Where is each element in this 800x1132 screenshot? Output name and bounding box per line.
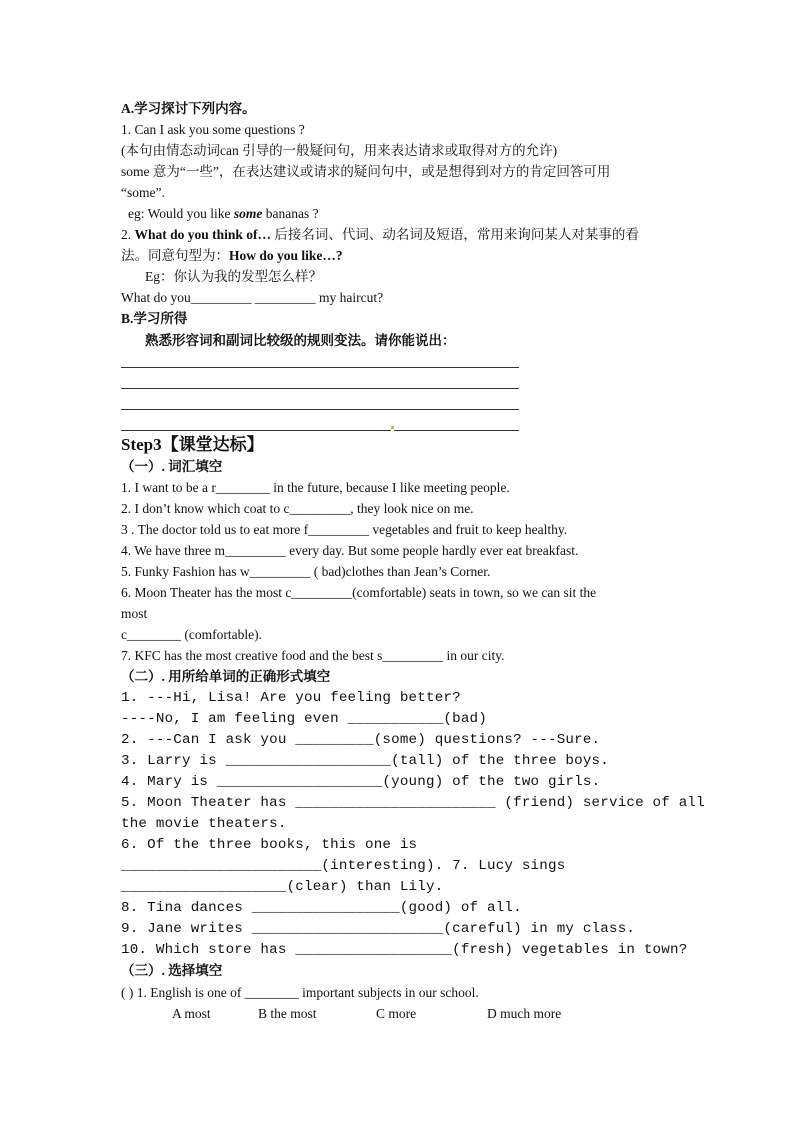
part2-line: 9. Jane writes ______________________(careful) in my class. <box>121 921 636 937</box>
question-2-line-2 <box>121 247 343 265</box>
example-some: some <box>233 206 263 221</box>
answer-line <box>121 388 519 389</box>
part2-line: 3. Larry is ___________________(tall) of the three boys. <box>121 753 609 769</box>
question-2-text: 后接名词、代词、动名词及短语，常用来询问某人对某事的看 <box>271 227 639 242</box>
part1-item: 2. I don’t know which coat to c_________, they look nice on me. <box>121 501 474 516</box>
part1-item: 5. Funky Fashion has w_________ ( bad)clothes than Jean’s Corner. <box>121 564 491 579</box>
part3-question-1: ( ) 1. English is one of ________ important subjects in our school. <box>121 985 479 1000</box>
part1-heading: （一）. 词汇填空 <box>121 459 223 474</box>
part1-item: 4. We have three m_________ every day. But some people hardly ever eat breakfast. <box>121 543 579 558</box>
section-b-heading: B.学习所得 <box>121 311 188 326</box>
part2-line: ___________________(clear) than Lily. <box>121 879 444 895</box>
example-pre: eg: Would you like <box>128 206 234 221</box>
part2-line: _______________________(interesting). 7. Lucy sings <box>121 858 566 874</box>
section-a-heading: A.学习探讨下列内容。 <box>121 101 256 116</box>
part2-line: 1. ---Hi, Lisa! Are you feeling better? <box>121 690 461 706</box>
part1-item: 7. KFC has the most creative food and the best s_________ in our city. <box>121 648 505 663</box>
stray-mark <box>391 426 394 429</box>
part3-heading: （三）. 选择填空 <box>121 963 223 978</box>
option-d: D much more <box>487 1006 562 1021</box>
question-2-line2-phrase: How do you like…? <box>229 248 343 263</box>
question-2-num: 2. <box>121 227 135 242</box>
answer-line <box>121 409 519 410</box>
part2-line: 2. ---Can I ask you _________(some) questions? ---Sure. <box>121 732 601 748</box>
part2-line: 5. Moon Theater has _______________________ (friend) service of all <box>121 795 705 811</box>
question-2-phrase: What do you think of… <box>134 227 272 242</box>
example-sentence <box>128 205 319 223</box>
part2-line: 4. Mary is ___________________(young) of the two girls. <box>121 774 601 790</box>
option-b: B the most <box>258 1006 317 1021</box>
question-1-note: (本句由情态动词can 引导的一般疑问句，用来表达请求或取得对方的允许) <box>121 143 558 158</box>
some-note-line-1: some 意为“一些”，在表达建议或请求的疑问句中，或是想得到对方的肯定回答可用 <box>121 164 611 179</box>
some-note-line-2: “some”. <box>121 185 165 200</box>
part1-item: most <box>121 606 148 621</box>
part2-line: 10. Which store has __________________(fresh) vegetables in town? <box>121 942 688 958</box>
option-c: C more <box>376 1006 417 1021</box>
part2-line: 8. Tina dances _________________(good) of all. <box>121 900 522 916</box>
part1-item: 1. I want to be a r________ in the future, because I like meeting people. <box>121 480 510 495</box>
question-1: 1. Can I ask you some questions ? <box>121 122 305 137</box>
example-post: bananas ? <box>262 206 319 221</box>
answer-line <box>121 430 391 431</box>
part2-heading: （二）. 用所给单词的正确形式填空 <box>121 669 331 684</box>
example-2-answer: What do you_________ _________ my haircut? <box>121 290 384 305</box>
option-a: A most <box>172 1006 211 1021</box>
part1-item: c________ (comfortable). <box>121 627 262 642</box>
part2-line: 6. Of the three books, this one is <box>121 837 418 853</box>
section-b-prompt: 熟悉形容词和副词比较级的规则变法。请你能说出： <box>145 333 456 348</box>
question-2 <box>121 226 639 244</box>
part1-item: 3 . The doctor told us to eat more f_________ vegetables and fruit to keep healthy. <box>121 522 568 537</box>
answer-line <box>121 367 519 368</box>
step3-heading: Step3【课堂达标】 <box>121 435 264 454</box>
part1-item: 6. Moon Theater has the most c_________(comfortable) seats in town, so we can sit the <box>121 585 597 600</box>
question-2-line2-pre: 法。同意句型为： <box>121 248 229 263</box>
example-2: Eg：你认为我的发型怎么样？ <box>145 269 322 284</box>
answer-line <box>394 430 519 431</box>
part2-line: the movie theaters. <box>121 816 287 832</box>
part2-line: ----No, I am feeling even ___________(bad) <box>121 711 487 727</box>
